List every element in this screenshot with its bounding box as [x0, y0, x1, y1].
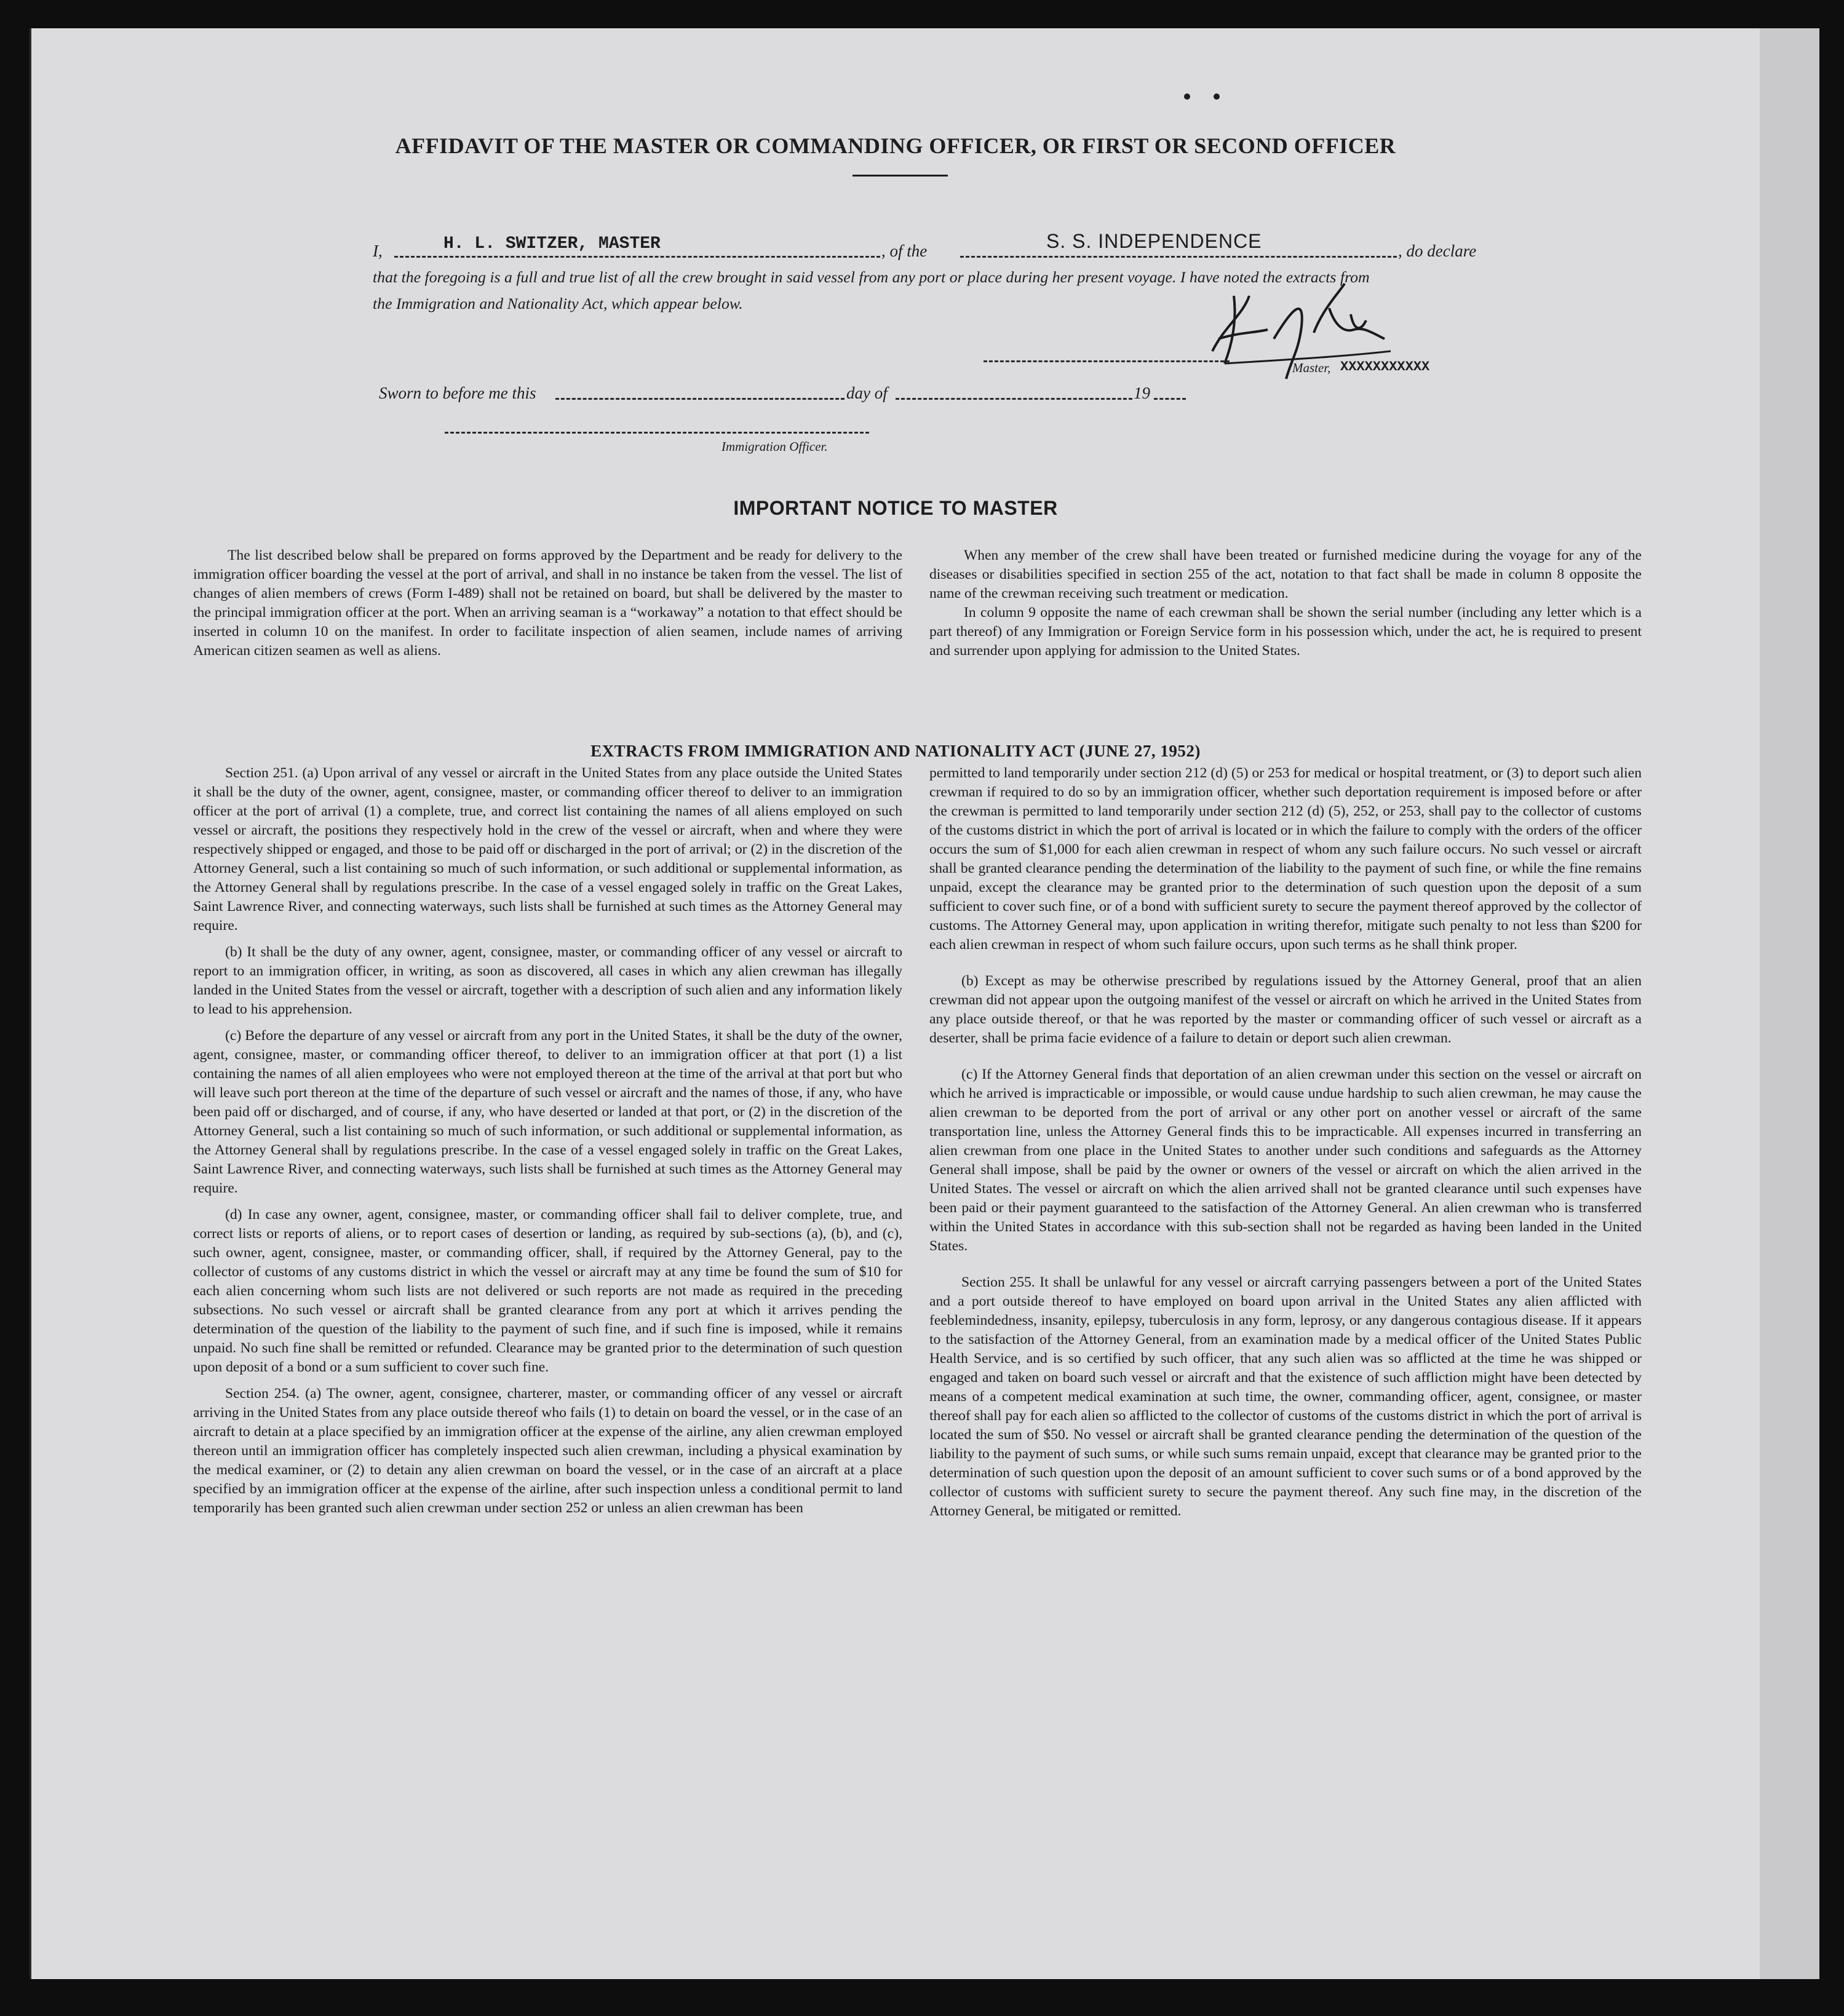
day-of-label: day of — [846, 384, 888, 402]
section-paragraph: (b) It shall be the duty of any owner, agent, consignee, master, or commanding officer of any vessel or aircraft to report to an immigration officer, in writing, as soon as discovered, all cases in which any alien crewman has illegally landed in the United States from the vessel or aircraft, together with a description of such alien and any information likely to lead to his apprehension. — [193, 944, 902, 1017]
speck — [1214, 93, 1220, 100]
year-line — [1154, 398, 1186, 400]
title-rule — [852, 175, 948, 177]
notice-title: IMPORTANT NOTICE TO MASTER — [733, 497, 1058, 519]
section-paragraph: (c) Before the departure of any vessel or aircraft from any port in the United States, it shall be the duty of the owner, agent, consignee, master, or commanding officer thereof, to deliver to an immigration officer at that port (1) a list containing the names of all alien employees who were not employed thereon at the time of the arrival at that port but who will leave such port thereon at the time of the departure of such vessel or aircraft and the names of those, if any, who have been paid off or discharged, and of course, if any, who have deserted or landed at that port, or (2) in the discretion of the Attorney General, such a list containing so much of such information, or such additional or supplemental information, as the Attorney General shall by regulations prescribe. In the case of a vessel engaged solely in traffic on the Great Lakes, Saint Lawrence River, and connecting waterways, such lists shall be furnished at such times as the Attorney General may require. — [193, 1028, 902, 1196]
notice-left-column — [193, 546, 902, 661]
section-paragraph: Section 251. (a) Upon arrival of any vessel or aircraft in the United States from any place outside the United States it shall be the duty of the owner, agent, consignee, master, or commanding officer thereof to deliver to an immigration officer at the port of arrival (1) a complete, true, and correct list containing the names of all aliens employed on such vessel or aircraft, the positions they respectively hold in the crew of the vessel or aircraft, when and where they were respectively shipped or engaged, and those to be paid off or discharged in the port of arrival; or (2) in the discretion of the Attorney General, such a list containing so much of such information, or such additional or supplemental information, as the Attorney General shall by regulations prescribe. In the case of a vessel engaged solely in traffic on the Great Lakes, Saint Lawrence River, and connecting waterways, such lists shall be furnished at such times as the Attorney General may require. — [193, 765, 902, 934]
master-name: H. L. SWITZER, MASTER — [443, 234, 661, 253]
vessel-name: S. S. INDEPENDENCE — [1046, 230, 1262, 252]
document-page — [30, 28, 1760, 1979]
adjacent-page-edge — [1758, 28, 1819, 1979]
sworn-month-line — [896, 398, 1132, 400]
sworn-day-line — [555, 398, 845, 400]
extracts-left-column — [193, 764, 902, 1525]
notice-paragraph: When any member of the crew shall have been treated or furnished medicine during the voyage for any of the diseases or disabilities specified in section 255 of the act, notation to that fact shall be made in column 8 opposite the name of the crewman receiving such treatment or medication. — [929, 547, 1642, 601]
notice-right-column — [929, 546, 1642, 661]
affidavit-i: I, — [373, 242, 383, 260]
section-paragraph: permitted to land temporarily under section 212 (d) (5) or 253 for medical or hospital treatment, or (3) to deport such alien crewman if required to do so by an immigration officer, whether such deportation requirement is imposed before or after the crewman is permitted to land temporarily under section 212 (d) (5), 252, or 253, shall pay to the collector of customs of the customs district in which the port of arrival is located or in which the failure to comply with the orders of the officer occurs the sum of $1,000 for each alien crewman in respect of whom any such failure occurs. No such vessel or aircraft shall be granted clearance pending the determination of the liability to the payment of such fine, or while the fine remains unpaid, except the clearance may be granted prior to the determination of such question upon the deposit of a sum sufficient to cover such fine, or of a bond with sufficient surety to secure the payment thereof approved by the collector of customs. The Attorney General may, upon application in writing therefor, mitigate such penalty to not less than $200 for each alien crewman in respect of whom such failure occurs, upon such terms as he shall think proper. — [929, 765, 1642, 953]
section-paragraph: Section 255. It shall be unlawful for any vessel or aircraft carrying passengers between a port of the United States and a port outside thereof to have employed on board upon arrival in the United States any alien afflicted with feeblemindedness, insanity, epilepsy, tuberculosis in any form, leprosy, or any dangerous contagious disease. If it appears to the satisfaction of the Attorney General, from an examination made by a medical officer of the United States Public Health Service, and is so certified by such officer, that any such alien was so afflicted at the time he was shipped or engaged and taken on board such vessel or aircraft and that the existence of such affliction might have been detected by means of a competent medical examination at such time, the owner, commanding officer, agent, consignee, or master thereof shall pay for each alien so afflicted to the collector of customs of the customs district in which the port of arrival is located the sum of $50. No vessel or aircraft shall be granted clearance pending the determination of the question of the liability to the payment of such sums, or while such sums remain unpaid, except that clearance may be granted prior to the determination of such question upon the deposit of an amount sufficient to cover such sums or of a bond approved by the collector of customs with sufficient surety to secure the payment thereof. Any such fine may, in the discretion of the Attorney General, be mitigated or remitted. — [929, 1274, 1642, 1519]
speck — [1184, 93, 1190, 100]
signature — [1200, 271, 1403, 394]
name-line — [394, 256, 880, 258]
signature-caption: Master, — [1292, 360, 1331, 375]
struck-out-title: XXXXXXXXXXX — [1340, 359, 1430, 375]
affidavit-declare: , do declare — [1398, 242, 1477, 260]
signature-line — [984, 360, 1230, 362]
affidavit-statement-cont: the Immigration and Nationality Act, which appear below. — [373, 295, 743, 312]
notice-paragraph: In column 9 opposite the name of each crewman shall be shown the serial number (including any letter which is a part thereof) of any Immigration or Foreign Service form in his possession which, under the act, he is required to present and surrender upon applying for admission to the United States. — [929, 605, 1642, 659]
notice-paragraph: The list described below shall be prepared on forms approved by the Department and be ready for delivery to the immigration officer boarding the vessel at the port of arrival, and shall in no instance be taken from the vessel. The list of changes of alien members of crews (Form I-489) shall not be retained on board, but shall be delivered by the master to the principal immigration officer at the port. When an arriving seaman is a “workaway” a notation to that effect should be inserted in column 10 on the manifest. In order to facilitate inspection of alien seamen, include names of arriving American citizen seamen as well as aliens. — [193, 547, 902, 659]
affidavit-of-the: , of the — [881, 242, 928, 260]
section-paragraph: Section 254. (a) The owner, agent, consignee, charterer, master, or commanding officer of any vessel or aircraft arriving in the United States from any place outside thereof who fails (1) to detain on board the vessel, or in the case of an aircraft to detain at a place specified by an immigration officer at the expense of the airline, any alien crewman employed thereon until an immigration officer has completely inspected such alien crewman, including a physical examination by the medical examiner, or (2) to detain any alien crewman on board the vessel, or in the case of an aircraft at a place specified by an immigration officer at the expense of the airline, after such inspection unless a conditional permit to land temporarily has been granted such alien crewman under section 252 or unless an alien crewman has been — [193, 1386, 902, 1516]
section-paragraph: (c) If the Attorney General finds that deportation of an alien crewman under this section on the vessel or aircraft on which he arrived is impracticable or impossible, or would cause undue hardship to such alien crewman, he may cause the alien crewman to be deported from the port of arrival or any other port on another vessel or aircraft of the same transportation line, unless the Attorney General finds this to be impracticable. All expenses incurred in transferring an alien crewman from one place in the United States to another under such conditions and safeguards as the Attorney General shall impose, shall be paid by the owner or owners of the vessel or aircraft on which the alien arrived in the United States. The vessel or aircraft on which the alien arrived shall not be granted clearance until such expenses have been paid or their payment guaranteed to the satisfaction of the Attorney General. An alien crewman who is transferred within the United States in accordance with this sub-section shall not be regarded as having been landed in the United States. — [929, 1066, 1642, 1254]
affidavit-title: AFFIDAVIT OF THE MASTER OR COMMANDING OFFICER, OR FIRST OR SECOND OFFICER — [395, 133, 1396, 158]
section-paragraph: (d) In case any owner, agent, consignee, master, or commanding officer shall fail to deliver complete, true, and correct lists or reports of aliens, or to report cases of desertion or landing, as required by sub-sections (a), (b), and (c), such owner, agent, consignee, master, or commanding officer, shall, if required by the Attorney General, pay to the collector of customs of any customs district in which the vessel or aircraft may at any time be found the sum of $10 for each alien concerning whom such lists are not delivered or such reports are not made as required in the preceding subsections. No such vessel or aircraft shall be granted clearance from any port at which it arrives pending the determination of the question of the liability to the payment of such fine, and if such fine is imposed, while it remains unpaid. No such fine shall be remitted or refunded. Clearance may be granted prior to the determination of such question upon deposit of a bond or a sum sufficient to cover such fine. — [193, 1207, 902, 1375]
extracts-title: EXTRACTS FROM IMMIGRATION AND NATIONALITY ACT (JUNE 27, 1952) — [590, 742, 1201, 760]
officer-signature-line — [445, 432, 869, 434]
vessel-line — [960, 256, 1397, 258]
extracts-right-column — [929, 764, 1642, 1528]
sworn-label: Sworn to before me this — [379, 384, 536, 402]
immigration-officer-label: Immigration Officer. — [721, 439, 828, 454]
section-paragraph: (b) Except as may be otherwise prescribed by regulations issued by the Attorney General, proof that an alien crewman did not appear upon the outgoing manifest of the vessel or aircraft on which he arrived in the United States from any place outside thereof, or that he was reported by the master or commanding officer of such vessel or aircraft as a deserter, shall be prima facie evidence of a failure to detain or deport such alien crewman. — [929, 973, 1642, 1046]
year-label: 19 — [1134, 384, 1150, 402]
affidavit-statement: that the foregoing is a full and true list of all the crew brought in said vessel from any port or place during her present voyage. I have noted the extracts from — [373, 268, 1370, 286]
